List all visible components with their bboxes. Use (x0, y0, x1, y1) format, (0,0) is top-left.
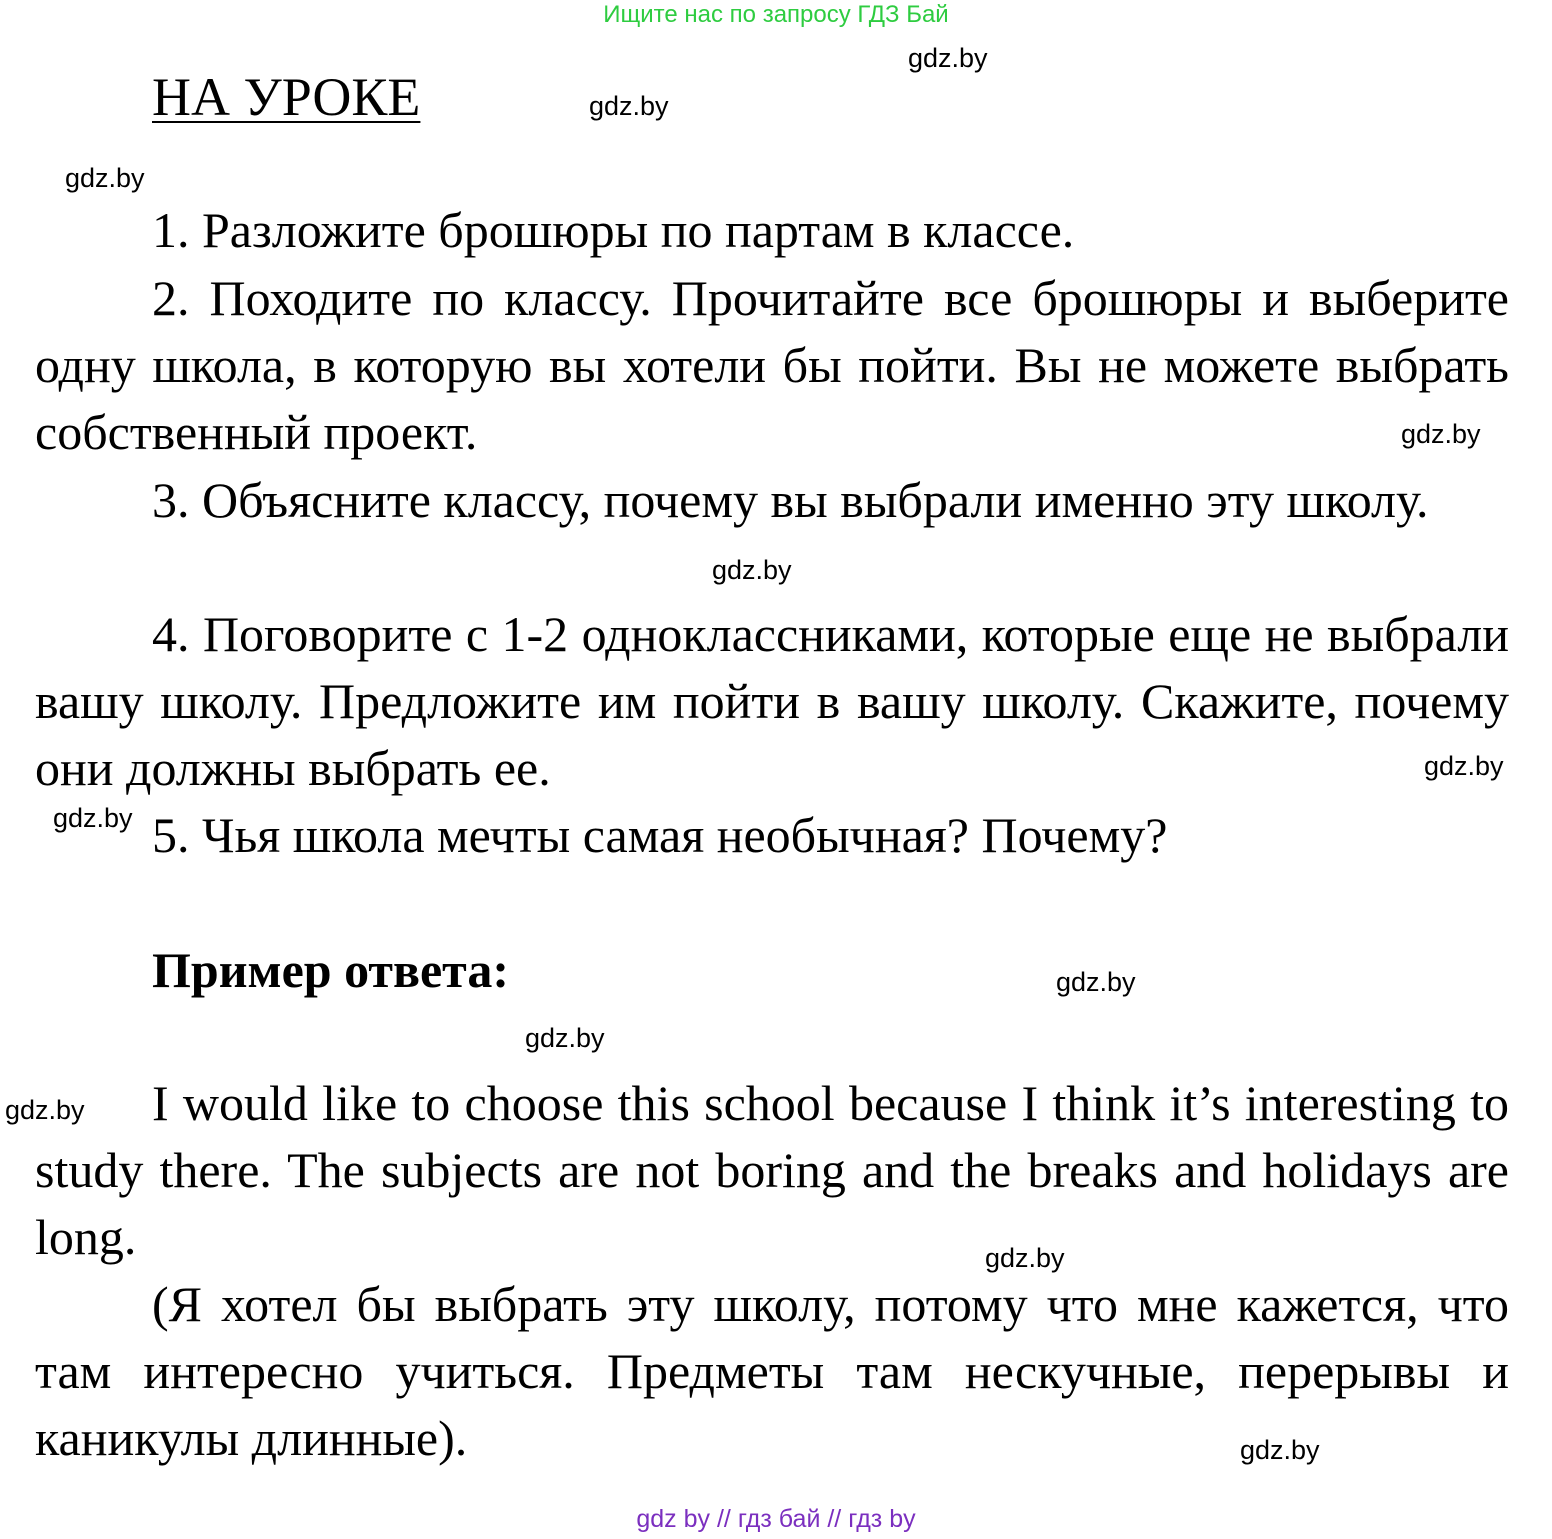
top-banner: Ищите нас по запросу ГДЗ Бай (603, 1, 949, 28)
answer-russian: (Я хотел бы выбрать эту школу, потому что мне кажется, что там интересно учиться. Предметы там нескучные, перерывы и каникулы длинные). (35, 1276, 1509, 1466)
watermark: gdz.by (1424, 751, 1504, 781)
watermark: gdz.by (589, 91, 669, 121)
watermark: gdz.by (53, 803, 133, 833)
watermark: gdz.by (1240, 1435, 1320, 1465)
page-heading: НА УРОКЕ (152, 67, 421, 127)
watermark: gdz.by (5, 1095, 85, 1125)
task-1: 1. Разложите брошюры по партам в классе. (152, 202, 1075, 258)
task-5: 5. Чья школа мечты самая необычная? Почему? (152, 807, 1168, 863)
watermark: gdz.by (65, 163, 145, 193)
task-3: 3. Объясните классу, почему вы выбрали именно эту школу. (152, 472, 1429, 528)
watermark: gdz.by (712, 555, 792, 585)
watermark: gdz.by (525, 1023, 605, 1053)
watermark: gdz.by (985, 1243, 1065, 1273)
watermark: gdz.by (1056, 967, 1136, 997)
task-2: 2. Походите по классу. Прочитайте все брошюры и выберите одну школа, в которую вы хотели бы пойти. Вы не можете выбрать собственный проект. (35, 270, 1509, 460)
answer-english: I would like to choose this school because I think it’s interesting to study there. The subjects are not boring and the breaks and holidays are long. (35, 1075, 1509, 1265)
watermark: gdz.by (908, 43, 988, 73)
watermark: gdz.by (1401, 419, 1481, 449)
task-4: 4. Поговорите с 1-2 одноклассниками, которые еще не выбрали вашу школу. Предложите им пойти в вашу школу. Скажите, почему они должны выбрать ее. (35, 606, 1509, 796)
answer-title: Пример ответа: (152, 942, 509, 998)
footer: gdz by // гдз бай // гдз by (636, 1505, 916, 1533)
